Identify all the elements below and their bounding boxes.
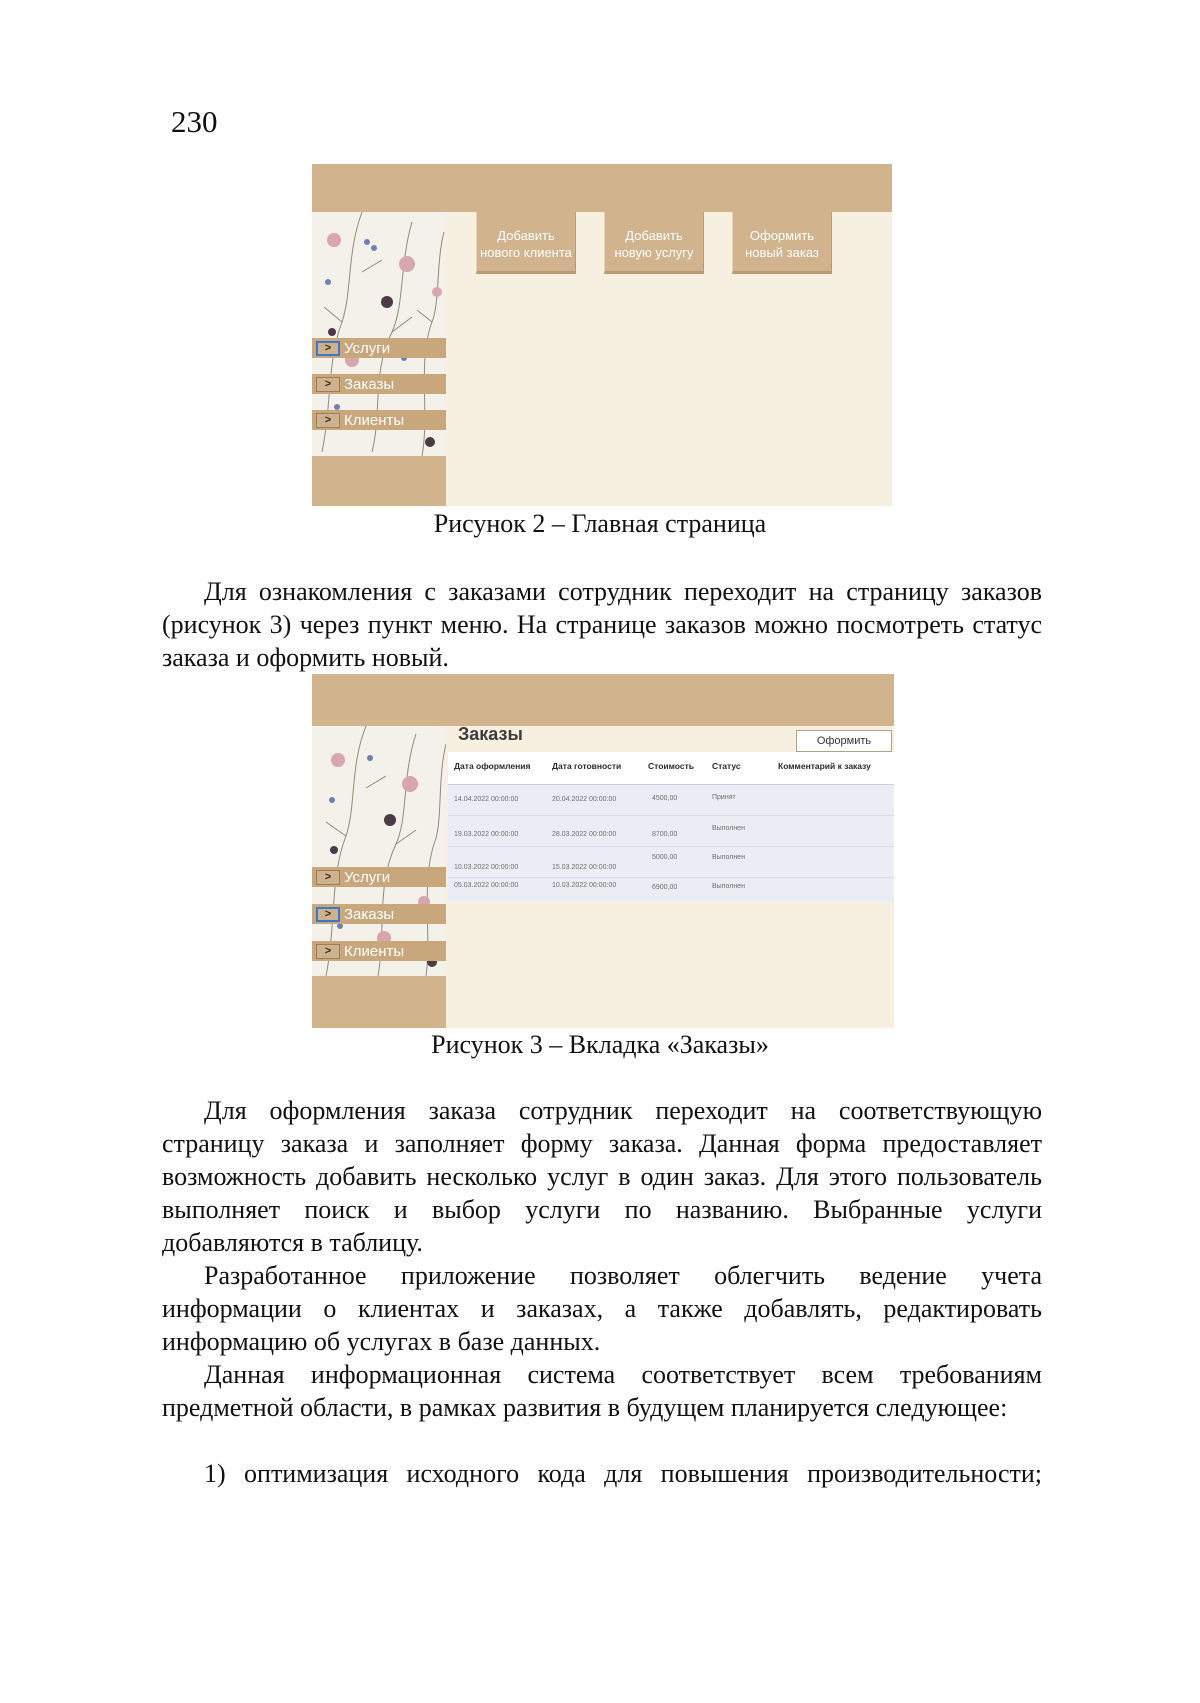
sidebar-item-orders[interactable] (312, 374, 446, 394)
cell-status: Выполнен (712, 854, 745, 861)
cell-price: 6900,00 (652, 884, 677, 891)
add-service-button[interactable]: Добавить новую услугу (604, 212, 704, 274)
cell-created: 14.04.2022 00:00:00 (454, 796, 518, 803)
chevron-right-icon: > (316, 944, 340, 959)
table-row[interactable] (448, 816, 894, 847)
chevron-right-icon: > (316, 341, 340, 356)
top-bar (312, 674, 894, 726)
page-title: Заказы (458, 724, 523, 745)
sidebar-item-label: Клиенты (344, 412, 404, 429)
cell-status: Выполнен (712, 825, 745, 832)
figure-orders-tab (312, 674, 894, 1028)
cell-status: Выполнен (712, 883, 745, 890)
column-header[interactable]: Дата готовности (552, 761, 621, 771)
cell-created: 10.03.2022 00:00:00 (454, 864, 518, 871)
paragraph: Для оформления заказа сотрудник переходит на соответствующую страницу заказа и заполняет форму заказа. Данная форма предоставляет возможность добавить несколько услуг в один заказ. Для этого пользователь выполняет поиск и выбор услуги по названию. Выбранные услуги добавляются в таблицу. (162, 1094, 1042, 1259)
chevron-right-icon: > (316, 413, 340, 428)
chevron-right-icon: > (316, 377, 340, 392)
create-order-button[interactable]: Оформить новый заказ (732, 212, 832, 274)
table-row[interactable] (448, 878, 894, 908)
paragraph: Для ознакомления с заказами сотрудник переходит на страницу заказов (рисунок 3) через пункт меню. На странице заказов можно посмотреть статус заказа и оформить новый. (162, 575, 1042, 674)
column-header[interactable]: Комментарий к заказу (778, 761, 871, 771)
cell-price: 4500,00 (652, 795, 677, 802)
sidebar (312, 212, 446, 456)
cell-price: 5000,00 (652, 854, 677, 861)
sidebar-footer (312, 456, 446, 506)
sidebar-item-label: Заказы (344, 906, 394, 923)
add-client-button[interactable]: Добавить нового клиента (476, 212, 576, 274)
sidebar-item-services[interactable] (312, 338, 446, 358)
orders-table (448, 752, 894, 902)
cell-price: 8700,00 (652, 831, 677, 838)
cell-ready: 20.04.2022 00:00:00 (552, 796, 616, 803)
table-row[interactable] (448, 847, 894, 878)
sidebar (312, 726, 446, 976)
paragraph: 1) оптимизация исходного кода для повышения производительности; (162, 1457, 1042, 1490)
column-header[interactable]: Дата оформления (454, 761, 530, 771)
sidebar-footer (312, 976, 446, 1028)
cell-status: Принят (712, 794, 736, 801)
cell-created: 19.03.2022 00:00:00 (454, 831, 518, 838)
column-header[interactable]: Статус (712, 761, 741, 771)
sidebar-item-clients[interactable] (312, 941, 446, 961)
chevron-right-icon: > (316, 907, 340, 922)
sidebar-item-clients[interactable] (312, 410, 446, 430)
figure-3-caption: Рисунок 3 – Вкладка «Заказы» (0, 1030, 1200, 1060)
table-header (448, 752, 894, 785)
top-bar (312, 164, 892, 212)
sidebar-item-label: Заказы (344, 376, 394, 393)
submit-order-button[interactable]: Оформить (796, 730, 892, 752)
cell-created: 05.03.2022 00:00:00 (454, 882, 518, 889)
sidebar-item-services[interactable] (312, 867, 446, 887)
sidebar-item-label: Услуги (344, 869, 390, 886)
sidebar-item-orders[interactable] (312, 904, 446, 924)
paragraph: Данная информационная система соответствует всем требованиям предметной области, в рамках развития в будущем планируется следующее: (162, 1358, 1042, 1424)
column-header[interactable]: Стоимость (648, 761, 694, 771)
sidebar-item-label: Клиенты (344, 943, 404, 960)
cell-ready: 10.03.2022 00:00:00 (552, 882, 616, 889)
cell-ready: 28.03.2022 00:00:00 (552, 831, 616, 838)
chevron-right-icon: > (316, 870, 340, 885)
sidebar-item-label: Услуги (344, 340, 390, 357)
figure-2-caption: Рисунок 2 – Главная страница (0, 509, 1200, 539)
cell-ready: 15.03.2022 00:00:00 (552, 864, 616, 871)
paragraph: Разработанное приложение позволяет облегчить ведение учета информации о клиентах и заказах, а также добавлять, редактировать информацию об услугах в базе данных. (162, 1259, 1042, 1358)
floral-pattern-icon (312, 726, 446, 976)
page-number: 230 (171, 104, 218, 140)
figure-main-page (312, 164, 892, 506)
table-row[interactable] (448, 785, 894, 816)
